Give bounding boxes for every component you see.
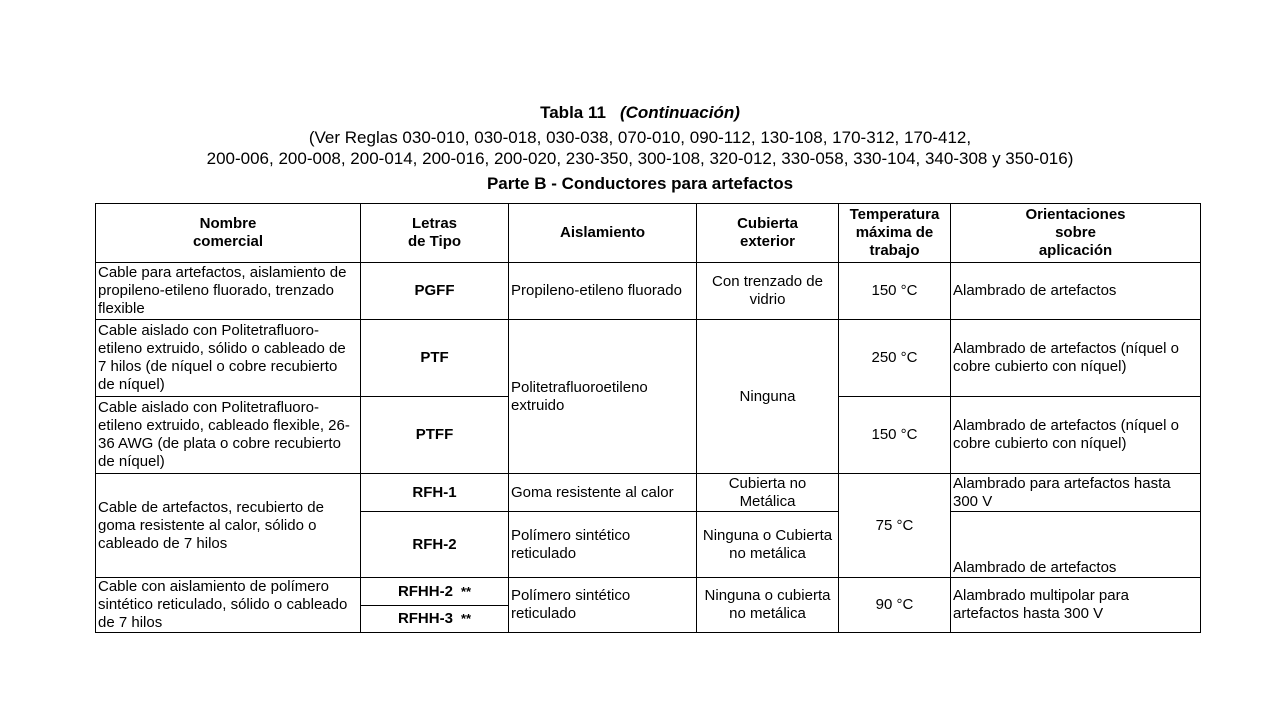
cell-temperatura: 75 °C [839, 474, 951, 578]
table-row [96, 263, 1201, 320]
cell-code-rfhh3 [361, 606, 509, 633]
header-orientaciones: Orientaciones sobre aplicación [951, 204, 1201, 263]
cell-aislamiento: Polímero sintético reticulado [509, 512, 697, 578]
note-mark: ** [460, 611, 472, 626]
cell-aislamiento: Goma resistente al calor [509, 474, 697, 512]
cell-cubierta: Cubierta no Metálica [697, 474, 839, 512]
cell-orientaciones: Alambrado multipolar para artefactos hasta 300 V [951, 578, 1201, 633]
cell-nombre: Cable para artefactos, aislamiento de propileno-etileno fluorado, trenzado flexible [96, 263, 361, 320]
continuation-label: (Continuación) [619, 103, 740, 122]
cell-code: PGFF [361, 263, 509, 320]
table-number: Tabla 11 [540, 103, 606, 122]
cell-orientaciones: Alambrado para artefactos hasta 300 V [951, 474, 1201, 512]
cell-cubierta: Ninguna [697, 320, 839, 474]
cell-code: RFH-1 [361, 474, 509, 512]
cell-temperatura: 150 °C [839, 263, 951, 320]
cell-code: PTF [361, 320, 509, 397]
cell-code: RFH-2 [361, 512, 509, 578]
header-cubierta: Cubierta exterior [697, 204, 839, 263]
cell-nombre: Cable con aislamiento de polímero sintético reticulado, sólido o cableado de 7 hilos [96, 578, 361, 633]
cell-orientaciones: Alambrado de artefactos [951, 512, 1201, 578]
cell-orientaciones: Alambrado de artefactos (níquel o cobre cubierto con níquel) [951, 397, 1201, 474]
header-nombre: Nombre comercial [96, 204, 361, 263]
cell-nombre: Cable aislado con Politetrafluoro-etileno extruido, sólido o cableado de 7 hilos (de níquel o cobre recubierto de níquel) [96, 320, 361, 397]
cell-code-rfhh2 [361, 578, 509, 606]
references-line-2: 200-006, 200-008, 200-014, 200-016, 200-020, 230-350, 300-108, 320-012, 330-058, 330-104, 340-308 y 350-016) [206, 149, 1074, 168]
table-row [96, 474, 1201, 512]
cell-orientaciones: Alambrado de artefactos [951, 263, 1201, 320]
cell-temperatura: 90 °C [839, 578, 951, 633]
conductors-table [95, 203, 1201, 633]
cell-nombre: Cable de artefactos, recubierto de goma resistente al calor, sólido o cableado de 7 hilos [96, 474, 361, 578]
header-letras: Letras de Tipo [361, 204, 509, 263]
cell-code: PTFF [361, 397, 509, 474]
rule-references [0, 127, 1280, 169]
cell-aislamiento: Polímero sintético reticulado [509, 578, 697, 633]
note-mark: ** [460, 583, 472, 599]
cell-nombre: Cable aislado con Politetrafluoro-etileno extruido, cableado flexible, 26-36 AWG (de plata o cobre recubierto de níquel) [96, 397, 361, 474]
cell-aislamiento: Propileno-etileno fluorado [509, 263, 697, 320]
table-title [0, 103, 1280, 123]
cell-temperatura: 250 °C [839, 320, 951, 397]
cell-cubierta: Con trenzado de vidrio [697, 263, 839, 320]
cell-cubierta: Ninguna o Cubierta no metálica [697, 512, 839, 578]
table-subtitle: Parte B - Conductores para artefactos [486, 174, 794, 193]
cell-aislamiento: Politetrafluoroetileno extruido [509, 320, 697, 474]
cell-cubierta: Ninguna o cubierta no metálica [697, 578, 839, 633]
header-temperatura: Temperatura máxima de trabajo [839, 204, 951, 263]
header-row [96, 204, 1201, 263]
cell-temperatura: 150 °C [839, 397, 951, 474]
code-rfhh2: RFHH-2 [397, 582, 453, 600]
table-row [96, 578, 1201, 606]
table-row [96, 320, 1201, 397]
references-line-1: (Ver Reglas 030-010, 030-018, 030-038, 070-010, 090-112, 130-108, 170-312, 170-412, [308, 128, 972, 147]
header-aislamiento: Aislamiento [509, 204, 697, 263]
code-rfhh3: RFHH-3 [397, 610, 453, 627]
cell-orientaciones: Alambrado de artefactos (níquel o cobre cubierto con níquel) [951, 320, 1201, 397]
